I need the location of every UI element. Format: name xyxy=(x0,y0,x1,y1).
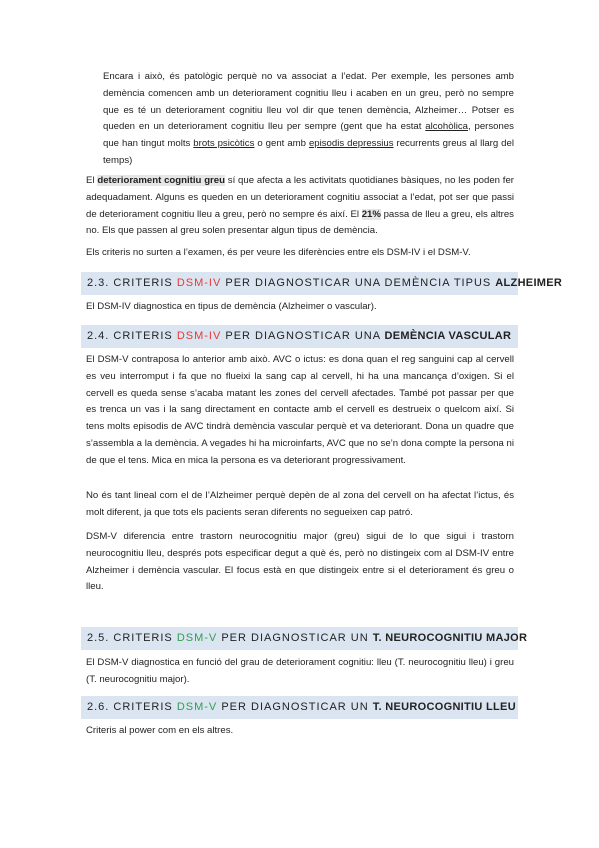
section-heading-2-3 xyxy=(81,272,563,295)
paragraph xyxy=(86,488,514,522)
heading-bold-term: ALZHEIMER xyxy=(495,277,563,289)
text-run: , persones que han tingut molts xyxy=(103,121,514,150)
paragraph xyxy=(86,655,514,689)
underlined-term: episodis depressius xyxy=(308,138,394,150)
paragraph-text: El DSM-V diagnostica en funció del grau de deteriorament cognitiu: lleu (T. neurocognitiu lleu) i greu (T. neurocognitiu major). xyxy=(86,657,514,685)
paragraph-indented xyxy=(103,69,514,170)
heading-number: 2.3. xyxy=(87,277,110,289)
heading-dsm-label: DSM-IV xyxy=(176,330,222,342)
heading-number: 2.4. xyxy=(87,330,110,342)
heading-number: 2.6. xyxy=(87,701,110,713)
heading-text: PER DIAGNOSTICAR UN xyxy=(217,701,373,713)
heading-text: CRITERIS xyxy=(113,701,177,713)
text-run: recurrents greus al llarg del temps) xyxy=(103,138,514,166)
paragraph xyxy=(86,723,514,740)
underlined-term: alcohòlica xyxy=(425,121,468,133)
heading-dsm-label: DSM-IV xyxy=(176,277,222,289)
text-run: Encara i això, és patològic perquè no va associat a l’edat. Per exemple, les persones amb demència comencen amb un deteriorament cognitiu lleu i acaben en un greu, però no sempre que es té un deteriorament cognitiu lleu vol dir que tenen demència, Alzheimer… Potser es queden en un deteriorament cognitiu lleu per sempre (gent que ha estat xyxy=(103,71,514,133)
heading-text: CRITERIS xyxy=(113,277,177,289)
heading-number: 2.5. xyxy=(87,632,110,644)
heading-dsm-label: DSM-V xyxy=(176,632,218,644)
text-run: sí que afecta a les activitats quotidianes bàsiques, no les poden fer adequadament. Alguns es queden en un deteriorament cognitiu associat a l’edat, pot ser que passi de deteriorament cognitiu lleu a greu, però no sempre és així. El xyxy=(86,175,514,220)
underlined-term: brots psicòtics xyxy=(193,138,255,150)
heading-bold-term: T. NEUROCOGNITIU MAJOR xyxy=(372,632,528,644)
text-run: passa de lleu a greu, els altres no. Els que passen al greu solen presentar algun tipus de demència. xyxy=(86,208,514,237)
heading-text: PER DIAGNOSTICAR UNA DEMÈNCIA TIPUS xyxy=(221,277,496,289)
highlighted-term: deteriorament cognitiu greu xyxy=(97,175,225,186)
paragraph xyxy=(86,299,514,316)
section-heading-2-6 xyxy=(81,696,518,719)
paragraph xyxy=(86,352,514,470)
paragraph-text: El DSM-V contraposa lo anterior amb això. AVC o ictus: es dona quan el reg sanguini cap al cervell es veu interromput i fa que no flueixi la sang cap al cervell, hi ha una mancança d’oxigen. Si el cervell es queda sense s’acaba matant les zones del cervell afectades. També pot passar per que es trenca un vas i la sang directament en contacte amb el cervell es destrueix o quelcom així. Si tens molts episodis de AVC tindrà demència vascular perquè et va deteriorant. Dona un quadre que s’assembla a la demència. A vegades hi ha microinfarts, AVC que no se’n dona compte la persona ni de que el tens. Mica en mica la persona es va deteriorant progressivament. xyxy=(86,354,514,466)
heading-text: CRITERIS xyxy=(113,330,177,342)
text-run: El xyxy=(86,175,98,186)
highlighted-term: 21% xyxy=(361,208,381,220)
heading-bold-term: T. NEUROCOGNITIU LLEU xyxy=(372,701,516,713)
section-heading-2-5 xyxy=(81,627,528,650)
paragraph xyxy=(86,173,514,240)
paragraph-text: Els criteris no surten a l’examen, és per veure les diferències entre els DSM-IV i el DSM-V. xyxy=(86,247,471,258)
paragraph xyxy=(86,529,514,596)
heading-dsm-label: DSM-V xyxy=(176,701,218,713)
paragraph xyxy=(86,245,514,262)
paragraph-text: Criteris al power com en els altres. xyxy=(86,725,234,736)
heading-text: PER DIAGNOSTICAR UNA xyxy=(221,330,385,342)
section-heading-2-4 xyxy=(81,325,518,348)
heading-text: CRITERIS xyxy=(113,632,177,644)
paragraph-text: No és tant lineal com el de l’Alzheimer perquè depèn de al zona del cervell on ha afectat l’ictus, és molt diferent, ja que tots els pacients seran diferents no segueixen cap patró. xyxy=(86,490,514,518)
paragraph-text: DSM-V diferencia entre trastorn neurocognitiu major (greu) sigui de lo que sigui i trastorn neurocognitiu lleu, després pots especificar degut a què és, però no distingeix com al DSM-IV entre Alzheimer i demència vascular. El focus està en que distingeix entre si el deteriorament és greu o lleu. xyxy=(86,531,514,593)
text-run: o gent amb xyxy=(254,138,309,150)
paragraph-text: El DSM-IV diagnostica en tipus de demència (Alzheimer o vascular). xyxy=(86,301,377,312)
heading-bold-term: DEMÈNCIA VASCULAR xyxy=(384,330,512,342)
heading-text: PER DIAGNOSTICAR UN xyxy=(217,632,373,644)
